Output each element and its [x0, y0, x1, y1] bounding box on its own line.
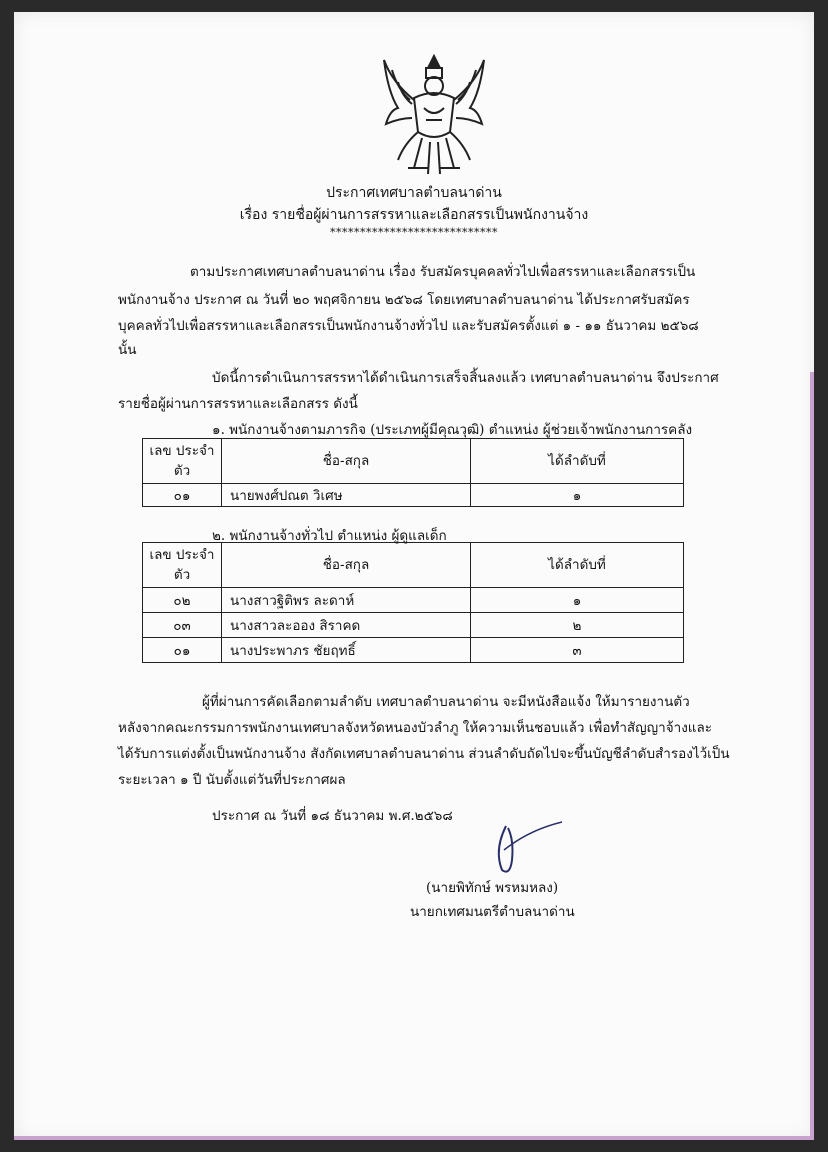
garuda-emblem-icon [378, 52, 490, 184]
paragraph-2-line-1: บัดนี้การดำเนินการสรรหาได้ดำเนินการเสร็จสิ้นลงแล้ว เทศบาลตำบลนาด่าน จึงประกาศ [212, 370, 719, 386]
paragraph-1-line-2: พนักงานจ้าง ประกาศ ณ วันที่ ๒๐ พฤศจิกายน ๒๕๖๘ โดยเทศบาลตำบลนาด่าน ได้ประกาศรับสมัคร [118, 292, 690, 308]
page-right-edge [810, 372, 814, 1140]
table-row [143, 613, 684, 638]
column-header-id: เลข ประจำตัว [143, 439, 222, 484]
cell-name: นายพงศ์ปณต วิเศษ [222, 484, 471, 507]
table-row [143, 638, 684, 663]
page-bottom-edge [14, 1136, 814, 1140]
column-header-id: เลข ประจำตัว [143, 543, 222, 588]
table-header-row [143, 439, 684, 484]
closing-line-3: ได้รับการแต่งตั้งเป็นพนักงานจ้าง สังกัดเทศบาลตำบลนาด่าน ส่วนลำดับถัดไปจะขึ้นบัญชีลำดับสำรองไว้เป็น [118, 746, 730, 762]
closing-line-2: หลังจากคณะกรรมการพนักงานเทศบาลจังหวัดหนองบัวลำภู ให้ความเห็นชอบแล้ว เพื่อทำสัญญาจ้างและ [118, 720, 713, 736]
cell-rank: ๑ [471, 484, 684, 507]
document-page [14, 12, 814, 1140]
cell-id: ๐๒ [143, 588, 222, 613]
cell-rank: ๒ [471, 613, 684, 638]
table-header-row [143, 543, 684, 588]
cell-rank: ๓ [471, 638, 684, 663]
paragraph-1-line-3: บุคคลทั่วไปเพื่อสรรหาและเลือกสรรเป็นพนักงานจ้างทั่วไป และรับสมัครตั้งแต่ ๑ - ๑๑ ธันวาคม ๒๕๖๘ [118, 318, 699, 334]
table-row [143, 484, 684, 507]
divider-stars: **************************** [330, 226, 498, 239]
cell-id: ๐๑ [143, 484, 222, 507]
section-1-heading: ๑. พนักงานจ้างตามภารกิจ (ประเภทผู้มีคุณวุฒิ) ตำแหน่ง ผู้ช่วยเจ้าพนักงานการคลัง [212, 422, 693, 438]
closing-line-1: ผู้ที่ผ่านการคัดเลือกตามลำดับ เทศบาลตำบลนาด่าน จะมีหนังสือแจ้ง ให้มารายงานตัว [202, 694, 690, 710]
paragraph-1-line-1: ตามประกาศเทศบาลตำบลนาด่าน เรื่อง รับสมัครบุคคลทั่วไปเพื่อสรรหาและเลือกสรรเป็น [190, 264, 696, 280]
subject-line: เรื่อง รายชื่อผู้ผ่านการสรรหาและเลือกสรรเป็นพนักงานจ้าง [239, 207, 589, 223]
signatory-title: นายกเทศมนตรีตำบลนาด่าน [410, 904, 575, 920]
column-header-name: ชื่อ-สกุล [222, 439, 471, 484]
paragraph-1-line-4: นั้น [118, 342, 137, 358]
signature-mark [484, 820, 564, 880]
column-header-rank: ได้ลำดับที่ [471, 439, 684, 484]
announcement-date: ประกาศ ณ วันที่ ๑๘ ธันวาคม พ.ศ.๒๕๖๘ [212, 808, 453, 824]
cell-name: นางสาวละออง สิราคด [222, 613, 471, 638]
cell-name: นางประพาภร ชัยฤทธิ์ [222, 638, 471, 663]
cell-id: ๐๑ [143, 638, 222, 663]
paragraph-2-line-2: รายชื่อผู้ผ่านการสรรหาและเลือกสรร ดังนี้ [118, 396, 358, 412]
section-1-table [142, 438, 684, 507]
table-row [143, 588, 684, 613]
section-2-table [142, 542, 684, 663]
signatory-name: (นายพิทักษ์ พรหมหลง) [426, 880, 559, 896]
closing-line-4: ระยะเวลา ๑ ปี นับตั้งแต่วันที่ประกาศผล [118, 772, 346, 788]
column-header-name: ชื่อ-สกุล [222, 543, 471, 588]
org-title: ประกาศเทศบาลตำบลนาด่าน [326, 185, 502, 201]
cell-name: นางสาวฐิติพร ละดาห์ [222, 588, 471, 613]
cell-id: ๐๓ [143, 613, 222, 638]
column-header-rank: ได้ลำดับที่ [471, 543, 684, 588]
section-2-heading: ๒. พนักงานจ้างทั่วไป ตำแหน่ง ผู้ดูแลเด็ก [212, 528, 447, 544]
cell-rank: ๑ [471, 588, 684, 613]
